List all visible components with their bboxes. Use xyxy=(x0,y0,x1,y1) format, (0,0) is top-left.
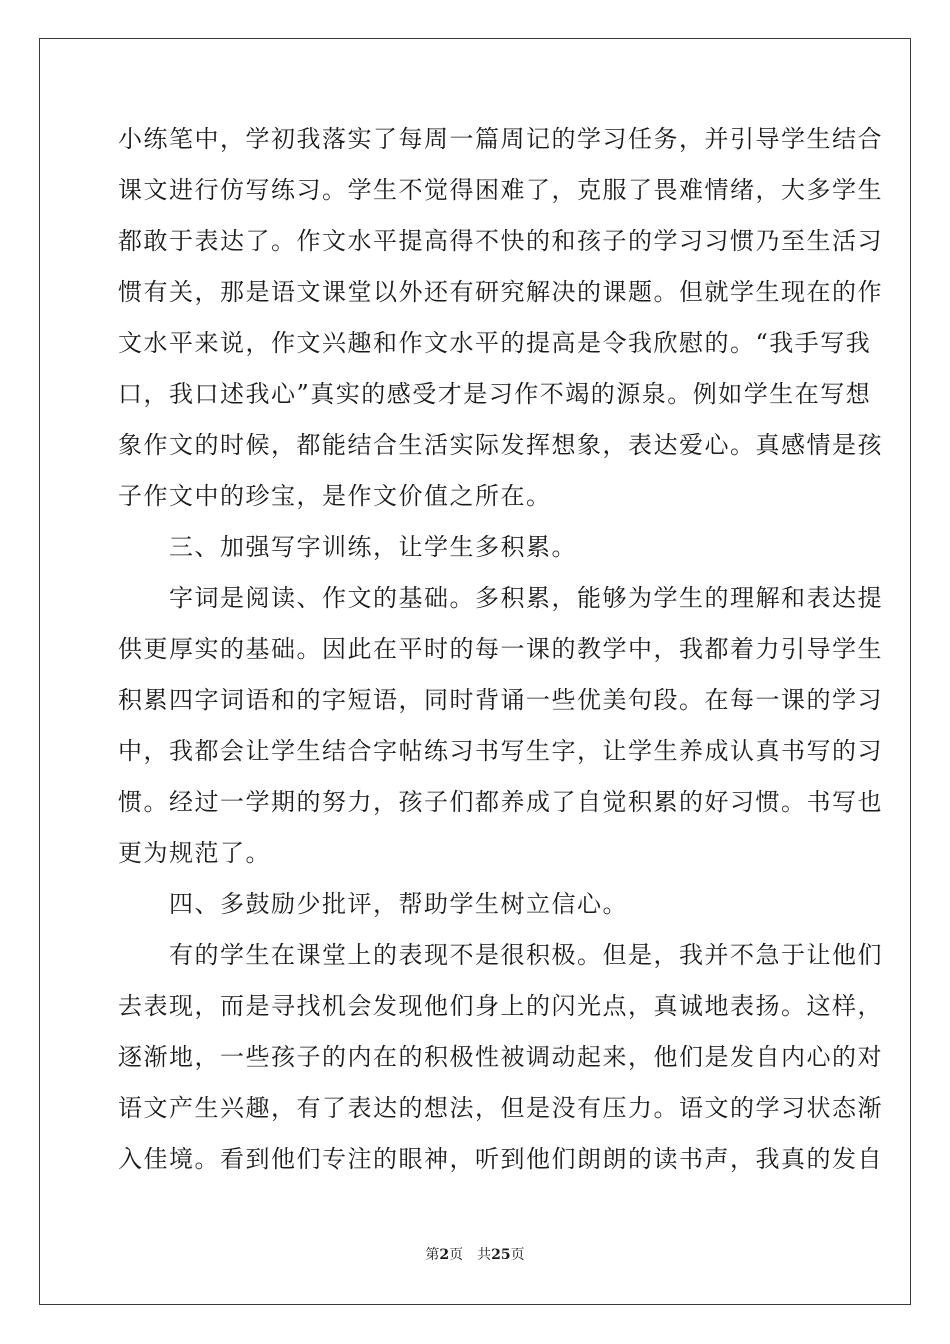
text-line: 积累四字词语和的字短语，同时背诵一些优美句段。在每一课的学习 xyxy=(118,686,883,714)
section-heading: 四、多鼓励少批评，帮助学生树立信心。 xyxy=(118,890,628,918)
text-line: 字词是阅读、作文的基础。多积累，能够为学生的理解和表达提 xyxy=(118,584,883,612)
text-line: 惯。经过一学期的努力，孩子们都养成了自觉积累的好习惯。书写也 xyxy=(118,788,883,816)
text-line: 都敢于表达了。作文水平提高得不快的和孩子的学习习惯乃至生活习 xyxy=(118,227,883,255)
section-heading: 三、加强写字训练，让学生多积累。 xyxy=(118,533,577,561)
text-line: 小练笔中，学初我落实了每周一篇周记的学习任务，并引导学生结合 xyxy=(118,125,883,153)
text-line: 象作文的时候，都能结合生活实际发挥想象，表达爱心。真感情是孩 xyxy=(118,431,883,459)
total-pages: 25 xyxy=(491,1247,511,1263)
text-line: 入佳境。看到他们专注的眼神，听到他们朗朗的读书声，我真的发自 xyxy=(118,1145,883,1173)
text-line: 供更厚实的基础。因此在平时的每一课的教学中，我都着力引导学生 xyxy=(118,635,883,663)
text-line: 逐渐地，一些孩子的内在的积极性被调动起来，他们是发自内心的对 xyxy=(118,1043,883,1071)
text-line: 口，我口述我心”真实的感受才是习作不竭的源泉。例如学生在写想 xyxy=(118,380,872,408)
text-line: 有的学生在课堂上的表现不是很积极。但是，我并不急于让他们 xyxy=(118,941,883,969)
text-line: 更为规范了。 xyxy=(118,839,271,867)
page-number: 2 xyxy=(439,1247,450,1263)
text-line: 子作文中的珍宝，是作文价值之所在。 xyxy=(118,482,552,510)
page-footer xyxy=(0,1246,950,1264)
footer-suffix: 页 xyxy=(510,1247,525,1263)
text-line: 文水平来说，作文兴趣和作文水平的提高是令我欣慰的。“我手写我 xyxy=(118,329,872,357)
text-line: 语文产生兴趣，有了表达的想法，但是没有压力。语文的学习状态渐 xyxy=(118,1094,883,1122)
text-line: 惯有关，那是语文课堂以外还有研究解决的课题。但就学生现在的作 xyxy=(118,278,883,306)
text-line: 课文进行仿写练习。学生不觉得困难了，克服了畏难情绪，大多学生 xyxy=(118,176,883,204)
footer-mid: 页 共 xyxy=(449,1247,492,1263)
footer-prefix: 第 xyxy=(425,1247,440,1263)
text-line: 去表现，而是寻找机会发现他们身上的闪光点，真诚地表扬。这样， xyxy=(118,992,883,1020)
text-line: 中，我都会让学生结合字帖练习书写生字，让学生养成认真书写的习 xyxy=(118,737,883,765)
